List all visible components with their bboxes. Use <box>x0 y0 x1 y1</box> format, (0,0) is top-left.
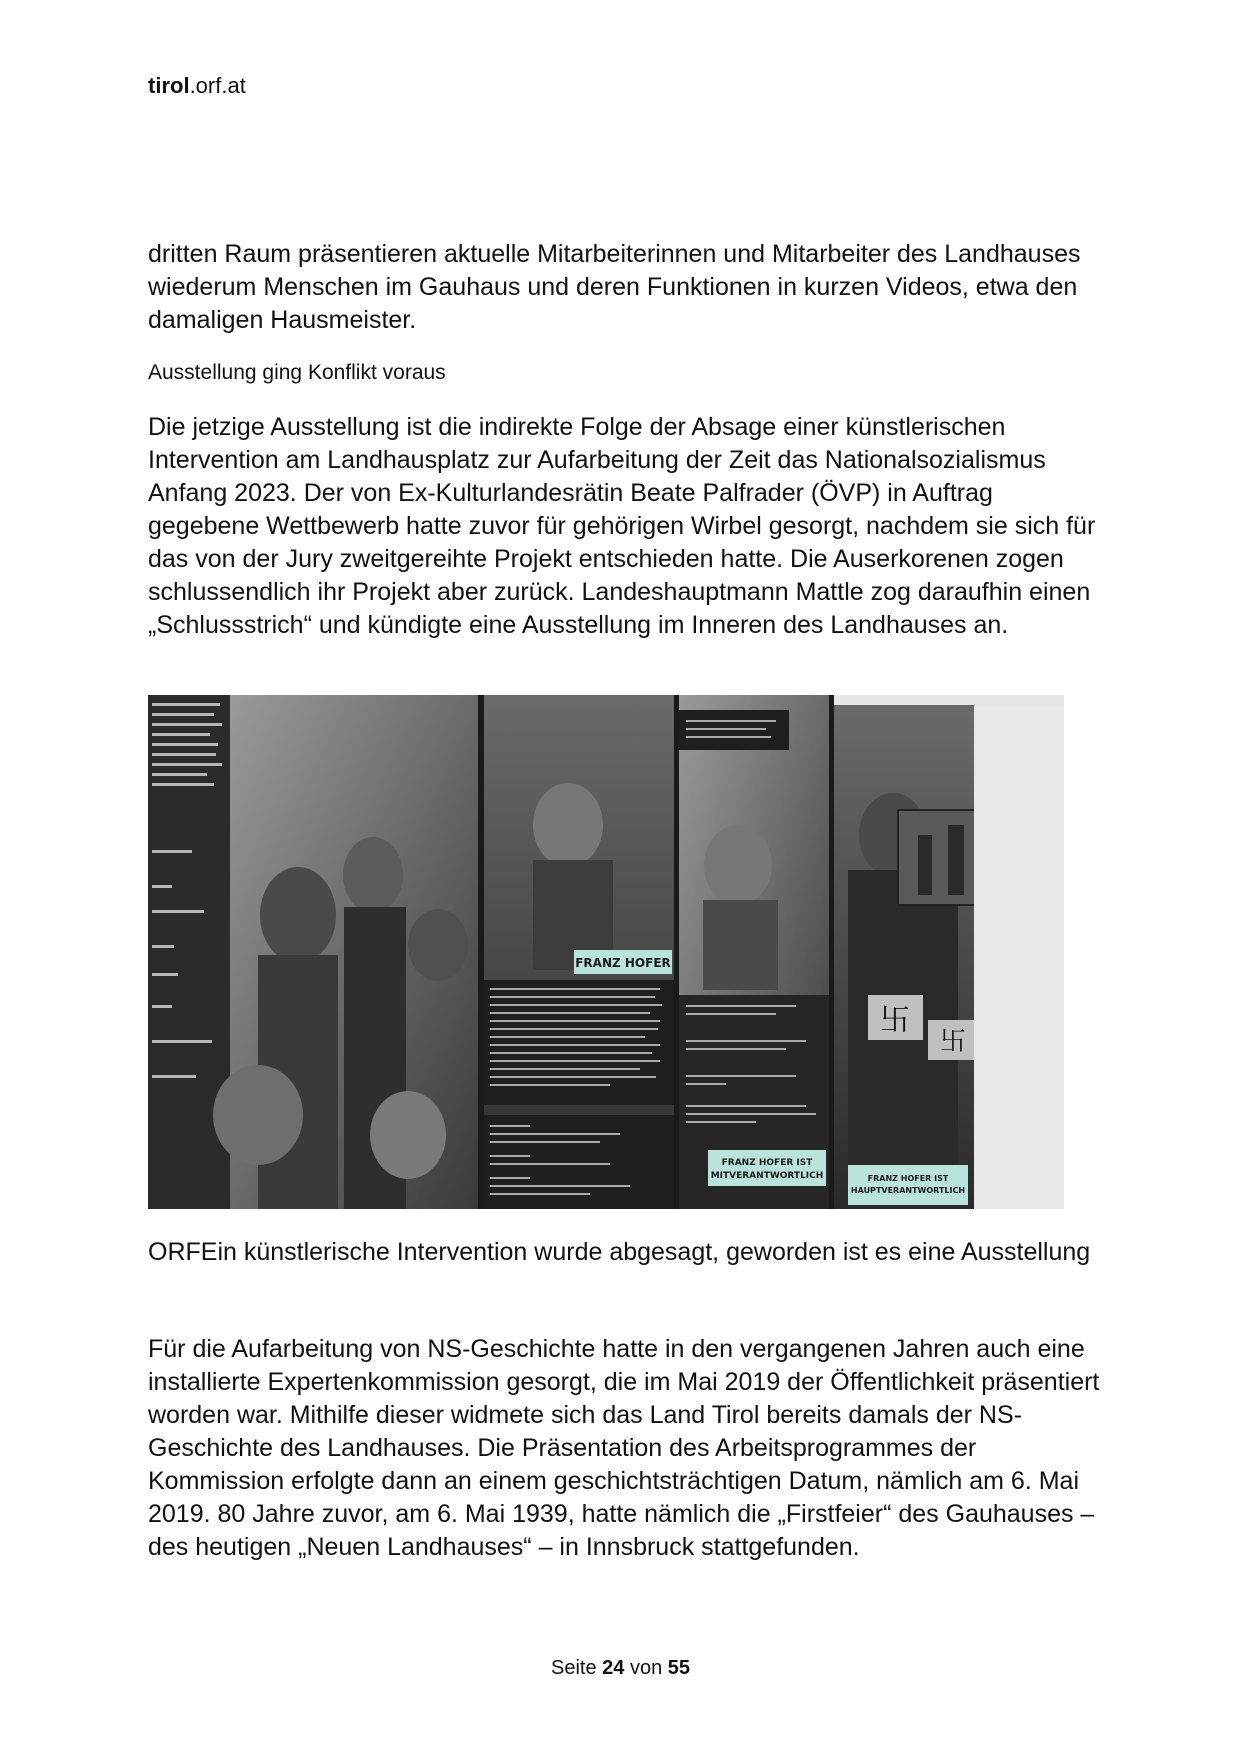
site-name-bold: tirol <box>148 73 190 98</box>
label-hauptverantwortlich-bg <box>848 1165 968 1205</box>
panel-divider-1 <box>478 695 484 1209</box>
swastika-symbol: 卐 <box>880 1003 910 1038</box>
crowd-figures-center <box>533 783 613 970</box>
label-hauptverantwortlich-line1: FRANZ HOFER IST <box>867 1174 949 1183</box>
bio-text-block <box>484 980 674 1105</box>
footer-page-number: 24 <box>602 1657 625 1679</box>
figure-man-hat <box>704 825 772 905</box>
subheading: Ausstellung ging Konflikt voraus <box>148 361 446 384</box>
footer-middle: von <box>629 1657 663 1679</box>
swastika-symbol-2: 卐 <box>939 1027 967 1057</box>
body-paragraph-1: dritten Raum präsentieren aktuelle Mitarbeiterinnen und Mitarbeiter des Landhauses wiederum Menschen im Gauhaus und deren Funktionen in kurzen Videos, etwa den damaligen Hausmeister. <box>148 240 1081 334</box>
exhibition-photo <box>148 695 1064 1209</box>
label-franz-hofer: FRANZ HOFER <box>575 956 671 970</box>
footer-total-pages: 55 <box>667 1657 691 1679</box>
panel-divider-3 <box>829 695 834 1209</box>
site-name <box>148 73 246 99</box>
page-footer <box>0 1657 1241 1680</box>
label-hauptverantwortlich-line2: HAUPTVERANTWORTLICH <box>850 1186 966 1195</box>
footer-prefix: Seite <box>550 1657 597 1679</box>
body-paragraph-2: Die jetzige Ausstellung ist die indirekte Folge der Absage einer künstlerischen Intervention am Landhausplatz zur Aufarbeitung der Zeit das Nationalsozialismus Anfang 2023. Der von Ex-Kulturlandesrätin Beate Palfrader (ÖVP) in Auftrag gegebene Wettbewerb hatte zuvor für gehörigen Wirbel gesorgt, nachdem sie sich für das von der Jury zweitgereihte Projekt entschieden hatte. Die Auserkorenen zogen schlussendlich ihr Projekt aber zurück. Landeshauptmann Mattle zog daraufhin einen „Schlussstrich“ und kündigte eine Ausstellung im Inneren des Landhauses an. <box>148 413 1096 639</box>
site-name-rest: .orf.at <box>189 73 246 98</box>
panel-divider-2 <box>674 695 679 1209</box>
label-mitverantwortlich-line2: MITVERANTWORTLICH <box>710 1171 824 1181</box>
wall-right <box>974 705 1064 1209</box>
photo-caption: ORFEin künstlerische Intervention wurde abgesagt, geworden ist es eine Ausstellung <box>148 1238 1091 1266</box>
body-paragraph-3: Für die Aufarbeitung von NS-Geschichte hatte in den vergangenen Jahren auch eine installierte Expertenkommission gesorgt, die im Mai 2019 der Öffentlichkeit präsentiert worden war. Mithilfe dieser widmete sich das Land Tirol bereits damals der NS-Geschichte des Landhauses. Die Präsentation des Arbeitsprogrammes der Kommission erfolgte dann an einem geschichtsträchtigen Datum, nämlich am 6. Mai 2019. 80 Jahre zuvor, am 6. Mai 1939, hatte nämlich die „Firstfeier“ des Gauhauses – des heutigen „Neuen Landhauses“ – in Innsbruck stattgefunden. <box>148 1335 1100 1561</box>
exhibition-photo-graphic <box>148 695 1064 1209</box>
label-mitverantwortlich-line1: FRANZ HOFER IST <box>721 1158 813 1168</box>
